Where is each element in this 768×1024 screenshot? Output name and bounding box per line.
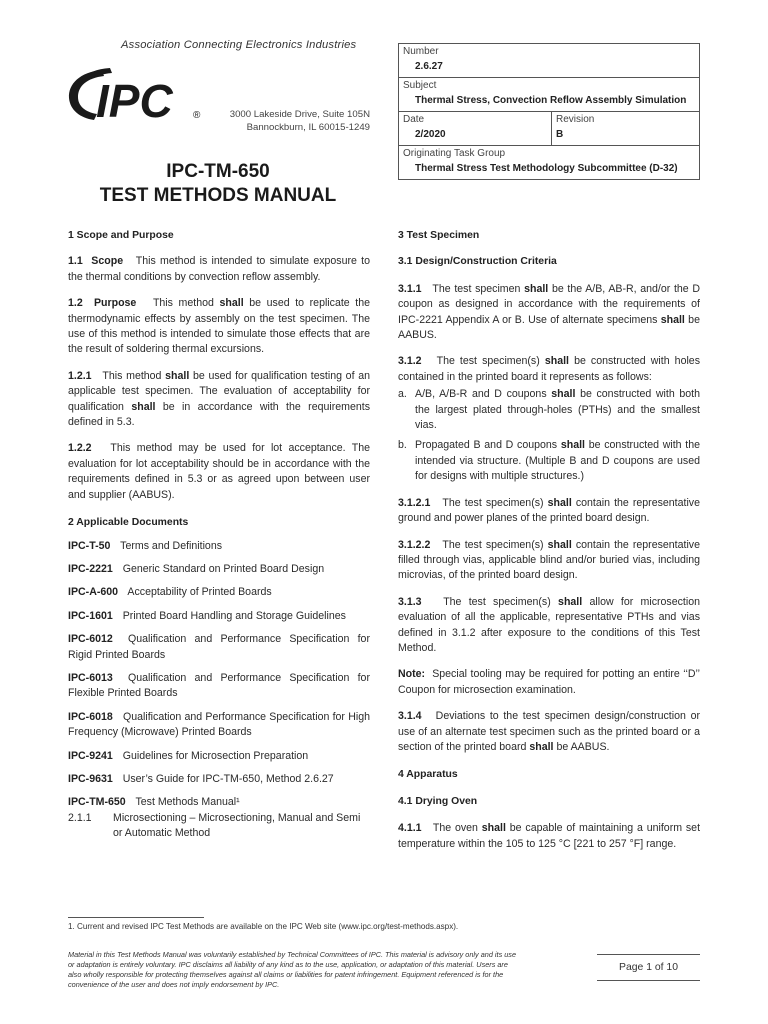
section-1-2-1-text-a: This method	[102, 369, 162, 382]
section-1-2-number: 1.2	[68, 297, 83, 310]
section-4-1-1-number: 4.1.1	[398, 822, 422, 835]
document-code: IPC-6013	[68, 671, 113, 684]
section-1-2-text-a: This method	[152, 297, 214, 310]
document-entry-text	[68, 710, 370, 741]
document-info-box	[398, 43, 700, 180]
section-1-2	[68, 296, 370, 358]
list-item-a-text-2: be constructed with both the largest plated through-holes (PTHs) and the smallest vias.	[415, 388, 700, 432]
list-item-a-text	[415, 387, 700, 433]
document-code: IPC-1601	[68, 609, 113, 622]
info-row-number	[399, 44, 699, 77]
ipc-logo	[66, 66, 206, 126]
shall-keyword: shall	[547, 538, 572, 551]
task-group-value: Thermal Stress Test Methodology Subcommittee (D-32)	[415, 163, 678, 174]
section-3-1-2-text-b: be constructed with holes contained in the printed board it represents as follows:	[398, 355, 700, 383]
shall-keyword: shall	[219, 297, 244, 310]
address-line-2: Bannockburn, IL 60015-1249	[246, 121, 370, 133]
section-3-1-4	[398, 709, 700, 755]
section-3-1-3	[398, 595, 700, 657]
document-entry	[68, 795, 370, 810]
document-entry-text	[68, 772, 334, 787]
section-3-1-1	[398, 282, 700, 344]
document-title: Generic Standard on Printed Board Design	[122, 562, 325, 575]
info-cell-date	[399, 112, 551, 145]
section-3-1-2-1-text-a: The test specimen(s)	[442, 496, 544, 509]
note-label: Note:	[398, 668, 426, 681]
document-code: IPC-TM-650	[68, 796, 126, 809]
section-1-1	[68, 254, 370, 285]
document-code: IPC-6018	[68, 710, 113, 723]
date-label: Date	[403, 114, 425, 125]
section-3-1-2-1-number: 3.1.2.1	[398, 496, 431, 509]
task-group-label: Originating Task Group	[403, 148, 506, 159]
left-column	[68, 228, 370, 842]
number-label: Number	[403, 46, 439, 57]
revision-label: Revision	[556, 114, 595, 125]
document-entry	[68, 609, 370, 624]
section-1-1-label: Scope	[91, 255, 124, 268]
document-title: Qualification and Performance Specification for Flexible Printed Boards	[68, 671, 370, 700]
section-4-1-1-text-b: be capable of maintaining a uniform set temperature within the 105 to 125 °C [221 to 257 °F] range.	[398, 822, 701, 850]
list-item-a-marker: a.	[398, 388, 407, 401]
section-1-2-label: Purpose	[93, 297, 137, 310]
document-entry-text	[68, 632, 370, 663]
section-1-2-1-number: 1.2.1	[68, 369, 92, 382]
section-3-heading: 3 Test Specimen	[398, 230, 480, 241]
section-3-1-2-1	[398, 496, 700, 527]
document-entry-text	[68, 671, 370, 702]
shall-keyword: shall	[131, 400, 156, 413]
shall-keyword: shall	[547, 496, 572, 509]
note	[398, 667, 700, 698]
date-value: 2/2020	[415, 129, 446, 140]
section-3-1-heading: 3.1 Design/Construction Criteria	[398, 256, 557, 268]
section-3-1-4-text-b: be AABUS.	[556, 740, 610, 753]
section-3-1-1-text-a: The test specimen	[432, 282, 521, 295]
section-3-1-1-text-b: be the A/B, AB-R, and/or the D coupon as designed in accordance with the requirements of IPC-2221 Appendix A or B. Use of alternate specimens	[398, 282, 701, 326]
footnote: 1. Current and revised IPC Test Methods are available on the IPC Web site (www.ipc.org/test-methods.aspx).	[68, 922, 459, 931]
document-code: IPC-A-600	[68, 586, 119, 599]
document-code: IPC-T-50	[68, 539, 111, 552]
section-3-1-2-1-text-b: contain the representative ground and power planes of the printed board design.	[398, 496, 700, 525]
revision-value: B	[556, 129, 564, 140]
shall-keyword: shall	[481, 822, 506, 835]
document-code: IPC-9241	[68, 749, 113, 762]
section-1-2-2	[68, 441, 370, 503]
section-3-1-2-text-a: The test specimen(s)	[436, 355, 540, 368]
document-title: Test Methods Manual¹	[135, 796, 240, 809]
document-entry	[68, 772, 370, 787]
document-entry	[68, 632, 370, 663]
document-entry	[68, 539, 370, 554]
info-row-task-group	[399, 145, 699, 179]
manual-title	[66, 160, 370, 208]
document-entry	[68, 562, 370, 577]
section-3-1-1-text-c: be AABUS.	[398, 313, 700, 342]
section-3-1-4-text-a: Deviations to the test specimen design/construction or use of an alternate test specimen such as the printed board or a section of the printed board	[398, 710, 700, 753]
section-1-heading: 1 Scope and Purpose	[68, 230, 174, 241]
info-row-date-revision	[399, 111, 699, 145]
legal-disclaimer: Material in this Test Methods Manual was voluntarily established by Technical Committees of IPC. This material is advisory only and its use or adaptation is entirely voluntary. IPC disclaims all liability of any kind as to the use, application, or adaptation of this material. Users are also wholly responsible for protecting themselves against all claims or liabilities for patent infringement. Equipment referenced is for the convenience of the user and does not imply endorsement by IPC.	[68, 950, 517, 989]
section-3-1-2-number: 3.1.2	[398, 355, 422, 368]
section-3-1-3-text-a: The test specimen(s)	[443, 595, 551, 608]
document-entry-text	[68, 562, 324, 577]
section-3-1-2-2-text-b: contain the representative filled through vias, applicable blind and/or buried vias, including microvias, of the printed board design.	[398, 538, 700, 582]
list-item-b-text-1: Propagated B and D coupons	[415, 439, 558, 452]
shall-keyword: shall	[558, 595, 583, 608]
page-number: 1	[646, 962, 652, 973]
document-title: Qualification and Performance Specification for Rigid Printed Boards	[68, 633, 370, 661]
shall-keyword: shall	[560, 439, 585, 452]
subject-label: Subject	[403, 80, 437, 91]
registered-mark: ®	[193, 110, 201, 121]
shall-keyword: shall	[524, 282, 549, 295]
document-entry-text	[68, 749, 308, 764]
logo-text: IPC	[96, 75, 173, 126]
manual-title-line-2: TEST METHODS MANUAL	[99, 185, 337, 206]
section-1-2-1	[68, 369, 370, 431]
list-item-b-text	[415, 438, 700, 484]
page-label: Page	[619, 962, 644, 973]
section-4-heading: 4 Apparatus	[398, 769, 458, 781]
document-entry-text	[68, 795, 240, 810]
page-total: 10	[666, 962, 678, 973]
document-entry	[68, 671, 370, 702]
manual-title-line-1: IPC-TM-650	[166, 161, 270, 182]
document-title: Terms and Definitions	[120, 539, 223, 552]
info-cell-subject	[399, 78, 699, 111]
section-3-1-2-2-number: 3.1.2.2	[398, 538, 431, 551]
document-code: IPC-9631	[68, 772, 113, 785]
section-3-1-1-number: 3.1.1	[398, 282, 422, 295]
document-entry-text	[68, 585, 272, 600]
document-entry	[68, 749, 370, 764]
section-3-1-3-number: 3.1.3	[398, 595, 422, 608]
section-1-2-2-text: This method may be used for lot acceptance. The evaluation for lot acceptability should be in accordance with the requirements defined in 5.3 or as agreed upon between user and supplier (AABUS).	[68, 442, 371, 501]
shall-keyword: shall	[529, 740, 554, 753]
section-3-1-2-2	[398, 538, 700, 584]
ipc-logo-mark	[66, 66, 206, 126]
document-title: Acceptability of Printed Boards	[127, 586, 272, 599]
subsection-2-1-1-text: Microsectioning – Microsectioning, Manual and Semi or Automatic Method	[113, 811, 361, 840]
shall-keyword: shall	[165, 369, 190, 382]
page-of: of	[654, 962, 664, 973]
subsection-2-1-1	[68, 811, 370, 842]
info-row-subject	[399, 77, 699, 111]
number-value: 2.6.27	[415, 61, 443, 72]
document-entry-text	[68, 539, 222, 554]
subject-value: Thermal Stress, Convection Reflow Assembly Simulation	[415, 95, 687, 106]
document-title: Printed Board Handling and Storage Guidelines	[122, 609, 346, 622]
document-code: IPC-2221	[68, 562, 113, 575]
section-1-2-1-text-b: be used for qualification testing of an applicable test specimen. The evaluation of acceptability for qualification	[68, 369, 370, 413]
address	[210, 109, 370, 134]
section-1-2-1-text-c: be in accordance with the requirements defined in 5.3.	[68, 400, 370, 429]
section-3-1-2	[398, 354, 700, 385]
info-cell-revision	[551, 112, 699, 145]
section-1-1-text: This method is intended to simulate exposure to the thermal conditions by convection reflow assembly.	[68, 255, 371, 283]
shall-keyword: shall	[551, 388, 576, 401]
association-tagline: Association Connecting Electronics Industries	[121, 39, 357, 51]
section-1-1-number: 1.1	[68, 255, 83, 268]
list-item-b-text-2: be constructed with the intended via structure. (Multiple B and D coupons are used for designs with multiple structures.)	[415, 439, 701, 483]
document-title: Qualification and Performance Specification for High Frequency (Microwave) Printed Boards	[68, 710, 370, 739]
list-item-b	[398, 438, 700, 484]
shall-keyword: shall	[544, 355, 569, 368]
footnote-divider	[68, 917, 204, 918]
section-4-1-heading: 4.1 Drying Oven	[398, 795, 478, 807]
applicable-documents-list	[68, 539, 370, 811]
section-3-1-3-text-b: allow for microsection evaluation of all the applicable, representative PTHs and vias defined in 3.1.2 after exposure to the conditions of this Test Method.	[398, 595, 700, 654]
info-cell-number	[399, 44, 699, 77]
section-1-2-text-b: be used to replicate the thermodynamic effects by assembly on the test specimen. The use of this method is intended to simulate those effects that are the result of soldering thermal excursions.	[68, 297, 371, 356]
right-column	[398, 228, 700, 852]
section-4-1-1	[398, 821, 700, 852]
document-entry	[68, 585, 370, 600]
info-cell-task-group	[399, 146, 699, 179]
list-item-a	[398, 387, 700, 433]
subsection-2-1-1-number: 2.1.1	[68, 811, 92, 824]
document-entry-text	[68, 609, 346, 624]
list-item-b-marker: b.	[398, 439, 407, 452]
page-indicator	[597, 954, 700, 981]
document-entry	[68, 710, 370, 741]
document-title: User’s Guide for IPC-TM-650, Method 2.6.27	[122, 772, 334, 785]
section-1-2-2-number: 1.2.2	[68, 442, 92, 455]
document-code: IPC-6012	[68, 633, 113, 646]
list-item-a-text-1: A/B, A/B-R and D coupons	[415, 388, 547, 401]
section-3-1-2-2-text-a: The test specimen(s)	[442, 538, 544, 551]
section-4-1-1-text-a: The oven	[432, 822, 478, 835]
shall-keyword: shall	[660, 313, 685, 326]
address-line-1: 3000 Lakeside Drive, Suite 105N	[229, 109, 370, 120]
section-2-heading: 2 Applicable Documents	[68, 517, 189, 529]
section-3-1-4-number: 3.1.4	[398, 710, 422, 723]
note-text: Special tooling may be required for potting an entire ‘‘D’’ Coupon for microsection examination.	[398, 668, 700, 696]
document-title: Guidelines for Microsection Preparation	[122, 749, 309, 762]
